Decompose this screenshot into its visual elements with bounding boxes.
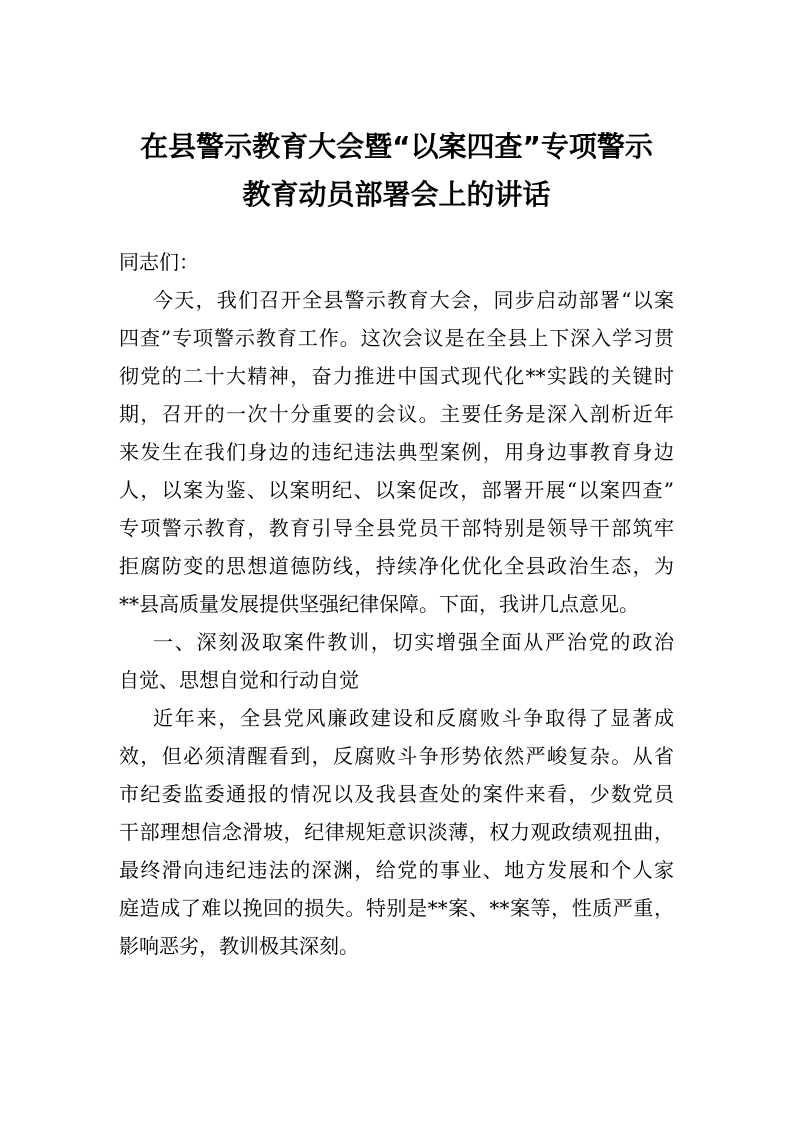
body-line: 最终滑向违纪违法的深渊，给党的事业、地方发展和个人家	[119, 858, 674, 882]
section-heading-line: 一、深刻汲取案件教训，切实增强全面从严治党的政治	[153, 630, 674, 654]
body-line: 庭造成了难以挽回的损失。特别是**案、**案等，性质严重，	[119, 896, 674, 920]
body-line: 拒腐防变的思想道德防线，持续净化优化全县政治生态，为	[119, 554, 674, 578]
body-line: 影响恶劣，教训极其深刻。	[119, 934, 359, 958]
body-line: 干部理想信念滑坡，纪律规矩意识淡薄，权力观政绩观扭曲，	[119, 820, 674, 844]
body-line: 人，以案为鉴、以案明纪、以案促改，部署开展“以案四查”	[119, 478, 674, 502]
body-line: 彻党的二十大精神，奋力推进中国式现代化**实践的关键时	[119, 364, 674, 388]
body-line: 市纪委监委通报的情况以及我县查处的案件来看，少数党员	[119, 782, 674, 806]
body-line: **县高质量发展提供坚强纪律保障。下面，我讲几点意见。	[119, 592, 639, 616]
body-line: 效，但必须清醒看到，反腐败斗争形势依然严峻复杂。从省	[119, 744, 674, 768]
body-line: 近年来，全县党风廉政建设和反腐败斗争取得了显著成	[153, 706, 674, 730]
body-line: 今天，我们召开全县警示教育大会，同步启动部署“以案	[153, 288, 674, 312]
salutation: 同志们：	[119, 250, 199, 274]
body-line: 期，召开的一次十分重要的会议。主要任务是深入剖析近年	[119, 402, 674, 426]
body-line: 来发生在我们身边的违纪违法典型案例，用身边事教育身边	[119, 440, 674, 464]
section-heading-line: 自觉、思想自觉和行动自觉	[119, 668, 359, 692]
document-title-line-2: 教育动员部署会上的讲话	[242, 178, 551, 211]
document-title-line-1: 在县警示教育大会暨“以案四查”专项警示	[140, 130, 653, 163]
body-line: 四查”专项警示教育工作。这次会议是在全县上下深入学习贯	[119, 326, 674, 350]
body-line: 专项警示教育，教育引导全县党员干部特别是领导干部筑牢	[119, 516, 674, 540]
